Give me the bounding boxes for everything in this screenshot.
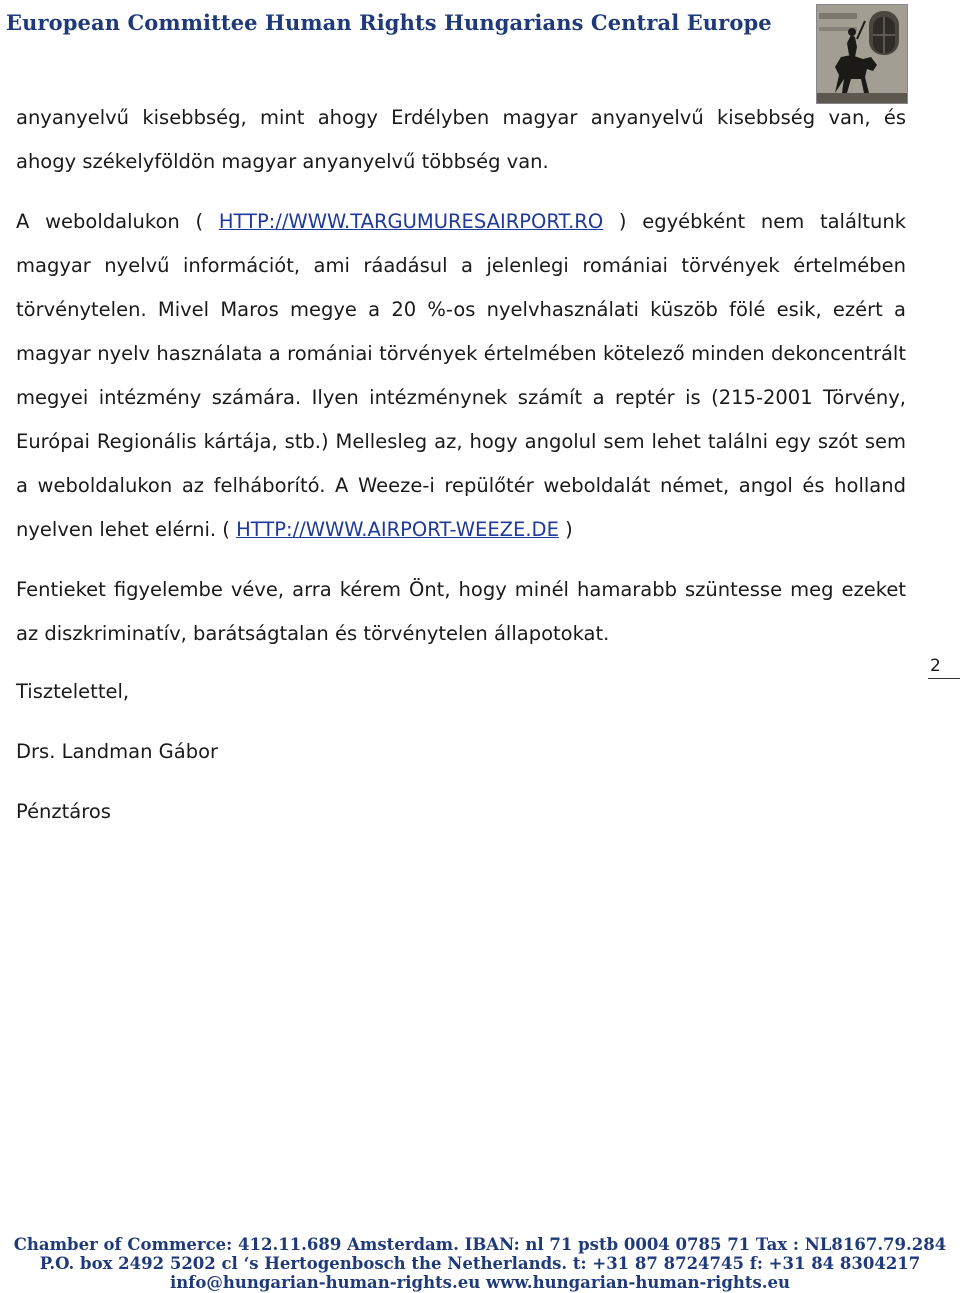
footer-contact: info@hungarian-human-rights.eu www.hungarian-human-rights.eu (170, 1273, 790, 1292)
targumures-airport-link[interactable]: HTTP://WWW.TARGUMURESAIRPORT.RO (218, 210, 604, 233)
paragraph-1: anyanyelvű kisebbség, mint ahogy Erdélyben magyar anyanyelvű kisebbség van, és ahogy székelyföldön magyar anyanyelvű többség van. (16, 106, 906, 173)
footer-address: P.O. box 2492 5202 cl ‘s Hertogenbosch the Netherlands. t: +31 87 8724745 f: +31 84 8304217 (39, 1254, 921, 1273)
letter-body (16, 96, 906, 656)
paragraph-2-intro: A weboldalukon ( (16, 210, 219, 233)
letterhead-title: European Committee Human Rights Hungarians Central Europe (6, 10, 772, 35)
page-number: 2 (928, 654, 960, 679)
footer-registration: Chamber of Commerce: 412.11.689 Amsterdam. IBAN: nl 71 pstb 0004 0785 71 Tax : NL8167.79.284 (13, 1235, 947, 1254)
airport-weeze-link[interactable]: HTTP://WWW.AIRPORT-WEEZE.DE (236, 518, 559, 541)
closing-greeting: Tisztelettel, (16, 680, 130, 703)
equestrian-statue-photo (816, 4, 908, 104)
statue-icon (817, 5, 907, 103)
signer-role: Pénztáros (16, 800, 111, 823)
paragraph-3: Fentieket figyelembe véve, arra kérem Önt, hogy minél hamarabb szüntesse meg ezeket az diszkriminatív, barátságtalan és törvénytelen állapotokat. (16, 578, 906, 645)
signer-name: Drs. Landman Gábor (16, 740, 219, 763)
paragraph-2-main: ) egyébként nem találtunk magyar nyelvű információt, ami ráadásul a jelenlegi romániai törvények értelmében törvénytelen. Mivel Maros megye a 20 %-os nyelvhasználati küszöb fölé esik, ezért a magyar nyelv használata a romániai törvények értelmében kötelező minden dekoncentrált megyei intézmény számára. Ilyen intézménynek számít a reptér is (215-2001 Törvény, Európai Regionális kártája, stb.) Mellesleg az, hogy angolul sem lehet találni egy szót sem a weboldalukon az felháborító. A Weeze-i repülőtér weboldalát német, angol és holland nyelven lehet elérni. ( (16, 210, 906, 541)
paragraph-2-end: ) (558, 518, 573, 541)
paragraph-2 (16, 200, 906, 552)
